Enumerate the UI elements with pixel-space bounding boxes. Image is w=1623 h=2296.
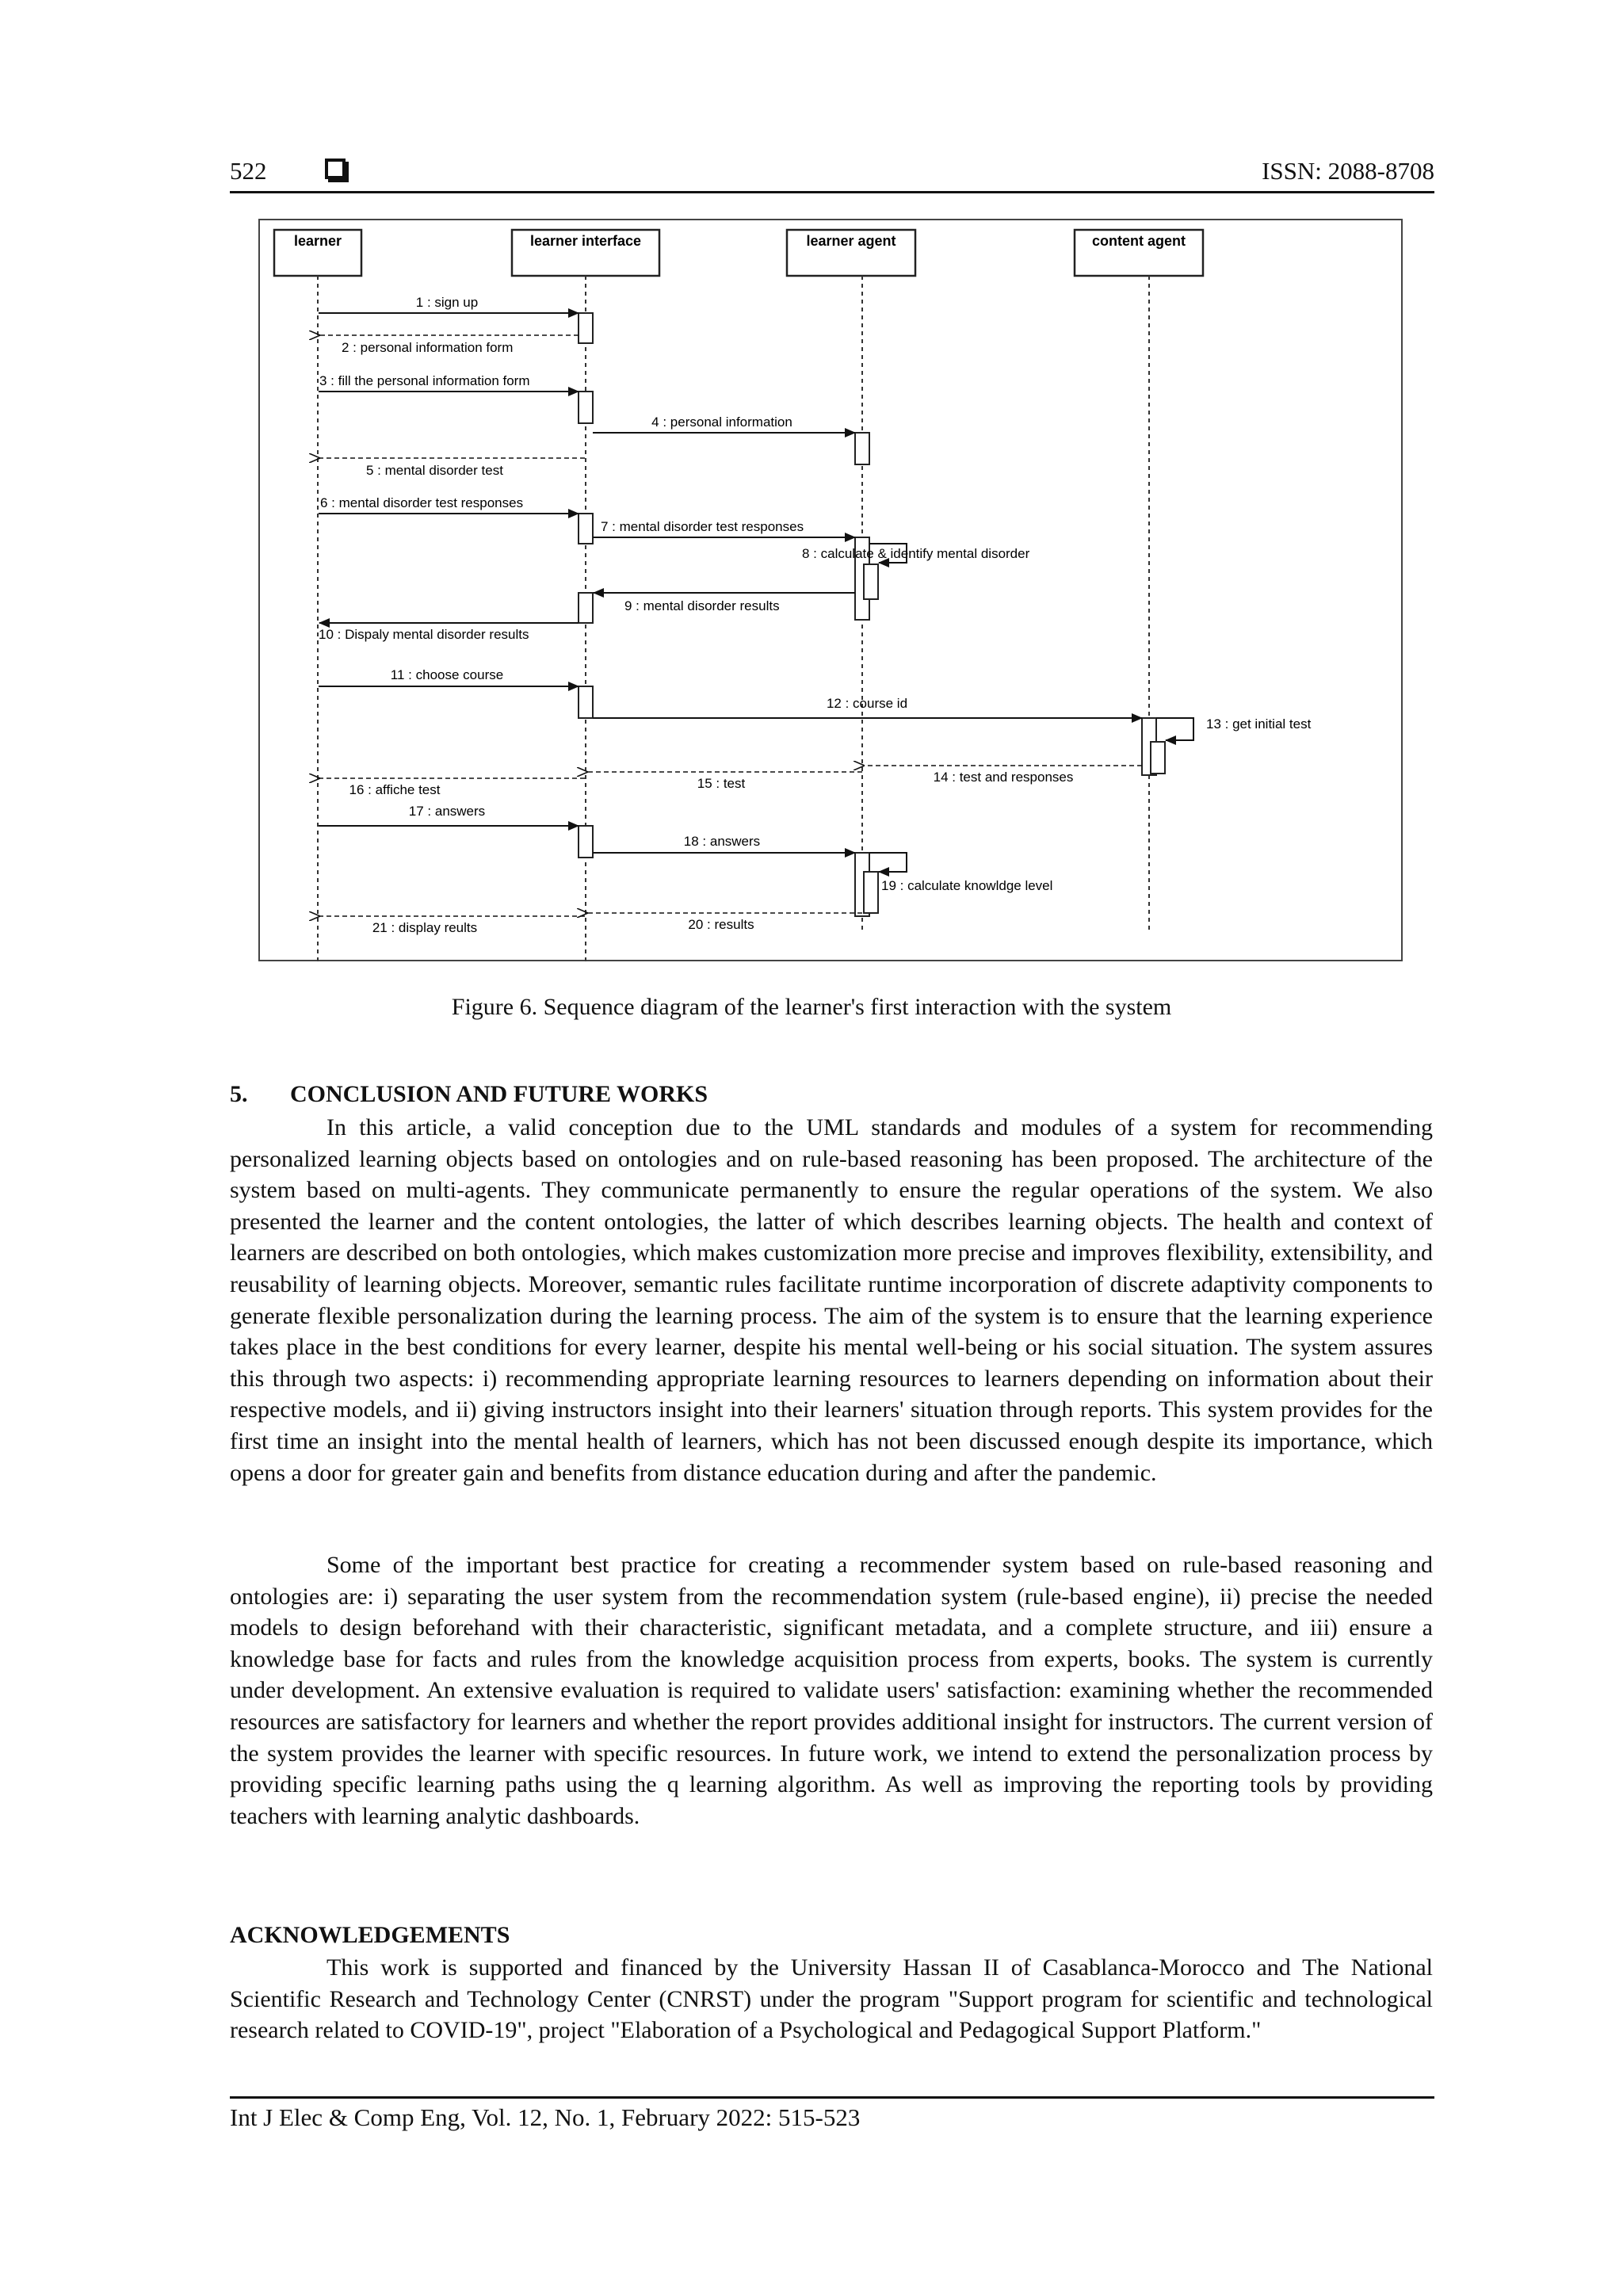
message-label: 1 : sign up [415,295,479,310]
message-label: 13 : get initial test [1206,716,1312,732]
activation [579,313,593,343]
message-label: 4 : personal information [651,415,792,430]
message-label: 8 : calculate & identify mental disorder [802,546,1030,561]
activation [579,826,593,858]
activation [1151,742,1165,774]
self-message-arrow [869,853,907,872]
message-label: 2 : personal information form [342,340,514,355]
activation [579,686,593,718]
activation [864,564,878,599]
footer-citation: Int J Elec & Comp Eng, Vol. 12, No. 1, February 2022: 515-523 [230,2103,861,2131]
section-heading [230,1080,708,1109]
lifeline-label-learner: learner [293,233,342,249]
message-label: 10 : Dispaly mental disorder results [319,627,529,642]
acknowledgements-paragraph: This work is supported and financed by the University Hassan II of Casablanca-Morocco and The National Scientific Research and Technology Center (CNRST) under the program "Support program for scientific and technological research related to COVID-19", project "Elaboration of a Psychological and Pedagogical Support Platform." [230,1954,1433,2044]
body-paragraph: In this article, a valid conception due to the UML standards and modules of a system for recommending personalized learning objects based on ontologies and on rule-based reasoning has been proposed. The architecture of the system based on multi-agents. They communicate permanently to ensure the regular operations of the system. We also presented the learner and the content ontologies, the latter of which describes learning objects. The health and context of learners are described on both ontologies, which makes customization more precise and improves flexibility, extensibility, and reusability of learning objects. Moreover, semantic rules facilitate runtime incorporation of discrete adaptivity components to generate flexible personalization during the learning process. The aim of the system is to ensure that the learning experience takes place in the best conditions for every learner, despite his mental well-being or his social situation. The system assures this through two aspects: i) recommending appropriate learning resources to learners depending on information about their respective models, and ii) giving instructors insight into their learners' situation through reports. This system provides for the first time an insight into the mental health of learners, which has not been discussed enough despite its importance, which opens a door for greater gain and benefits from distance education during and after the pandemic. [230,1114,1433,1486]
lifeline-label-learner-agent: learner agent [806,233,896,249]
section-title: CONCLUSION AND FUTURE WORKS [290,1081,708,1107]
message-label: 9 : mental disorder results [624,598,780,613]
message-label: 5 : mental disorder test [366,463,503,478]
message-label: 19 : calculate knowldge level [881,878,1053,893]
acknowledgements-heading: ACKNOWLEDGEMENTS [230,1922,510,1948]
header-rule [230,191,1434,193]
page-number: 522 [230,157,267,185]
activation [579,392,593,423]
message-label: 16 : affiche test [349,782,441,797]
sequence-diagram [258,219,1403,961]
activation [855,433,869,464]
message-label: 17 : answers [408,804,486,819]
message-label: 21 : display reults [372,920,478,935]
activation [579,593,593,623]
message-label: 11 : choose course [390,667,504,682]
self-message-arrow [1156,718,1193,740]
message-label: 14 : test and responses [933,770,1074,785]
header-box-icon [325,159,346,179]
message-label: 20 : results [688,917,754,932]
message-label: 6 : mental disorder test responses [320,495,524,510]
lifeline-label-learner-interface: learner interface [529,233,642,249]
activation [579,514,593,544]
section-number: 5. [230,1081,248,1107]
message-label: 15 : test [697,776,746,791]
figure-caption: Figure 6. Sequence diagram of the learner's first interaction with the system [451,994,1172,1020]
message-label: 7 : mental disorder test responses [601,519,804,534]
body-paragraph: Some of the important best practice for creating a recommender system based on rule-based reasoning and ontologies are: i) separating the user system from the recommendation system (rule-based engine), ii) precise the needed models to design beforehand with their characteristic, significant metadata, and a complete structure, and iii) ensure a knowledge base for facts and rules from the knowledge acquisition process from experts, books. The system is currently under development. An extensive evaluation is required to validate users' satisfaction: examining whether the recommended resources are satisfactory for learners and whether the report provides additional insight for instructors. The current version of the system provides the learner with specific resources. In future work, we intend to extend the personalization process by providing specific learning paths using the q learning algorithm. As well as improving the reporting tools by providing teachers with learning analytic dashboards. [230,1552,1433,1829]
issn-label: ISSN: 2088-8708 [1262,157,1434,185]
lifeline-label-content-agent: content agent [1091,233,1186,249]
activation [864,872,878,913]
message-label: 3 : fill the personal information form [319,373,530,388]
message-label: 12 : course id [826,696,908,711]
footer-rule [230,2096,1434,2099]
message-label: 18 : answers [683,834,761,849]
